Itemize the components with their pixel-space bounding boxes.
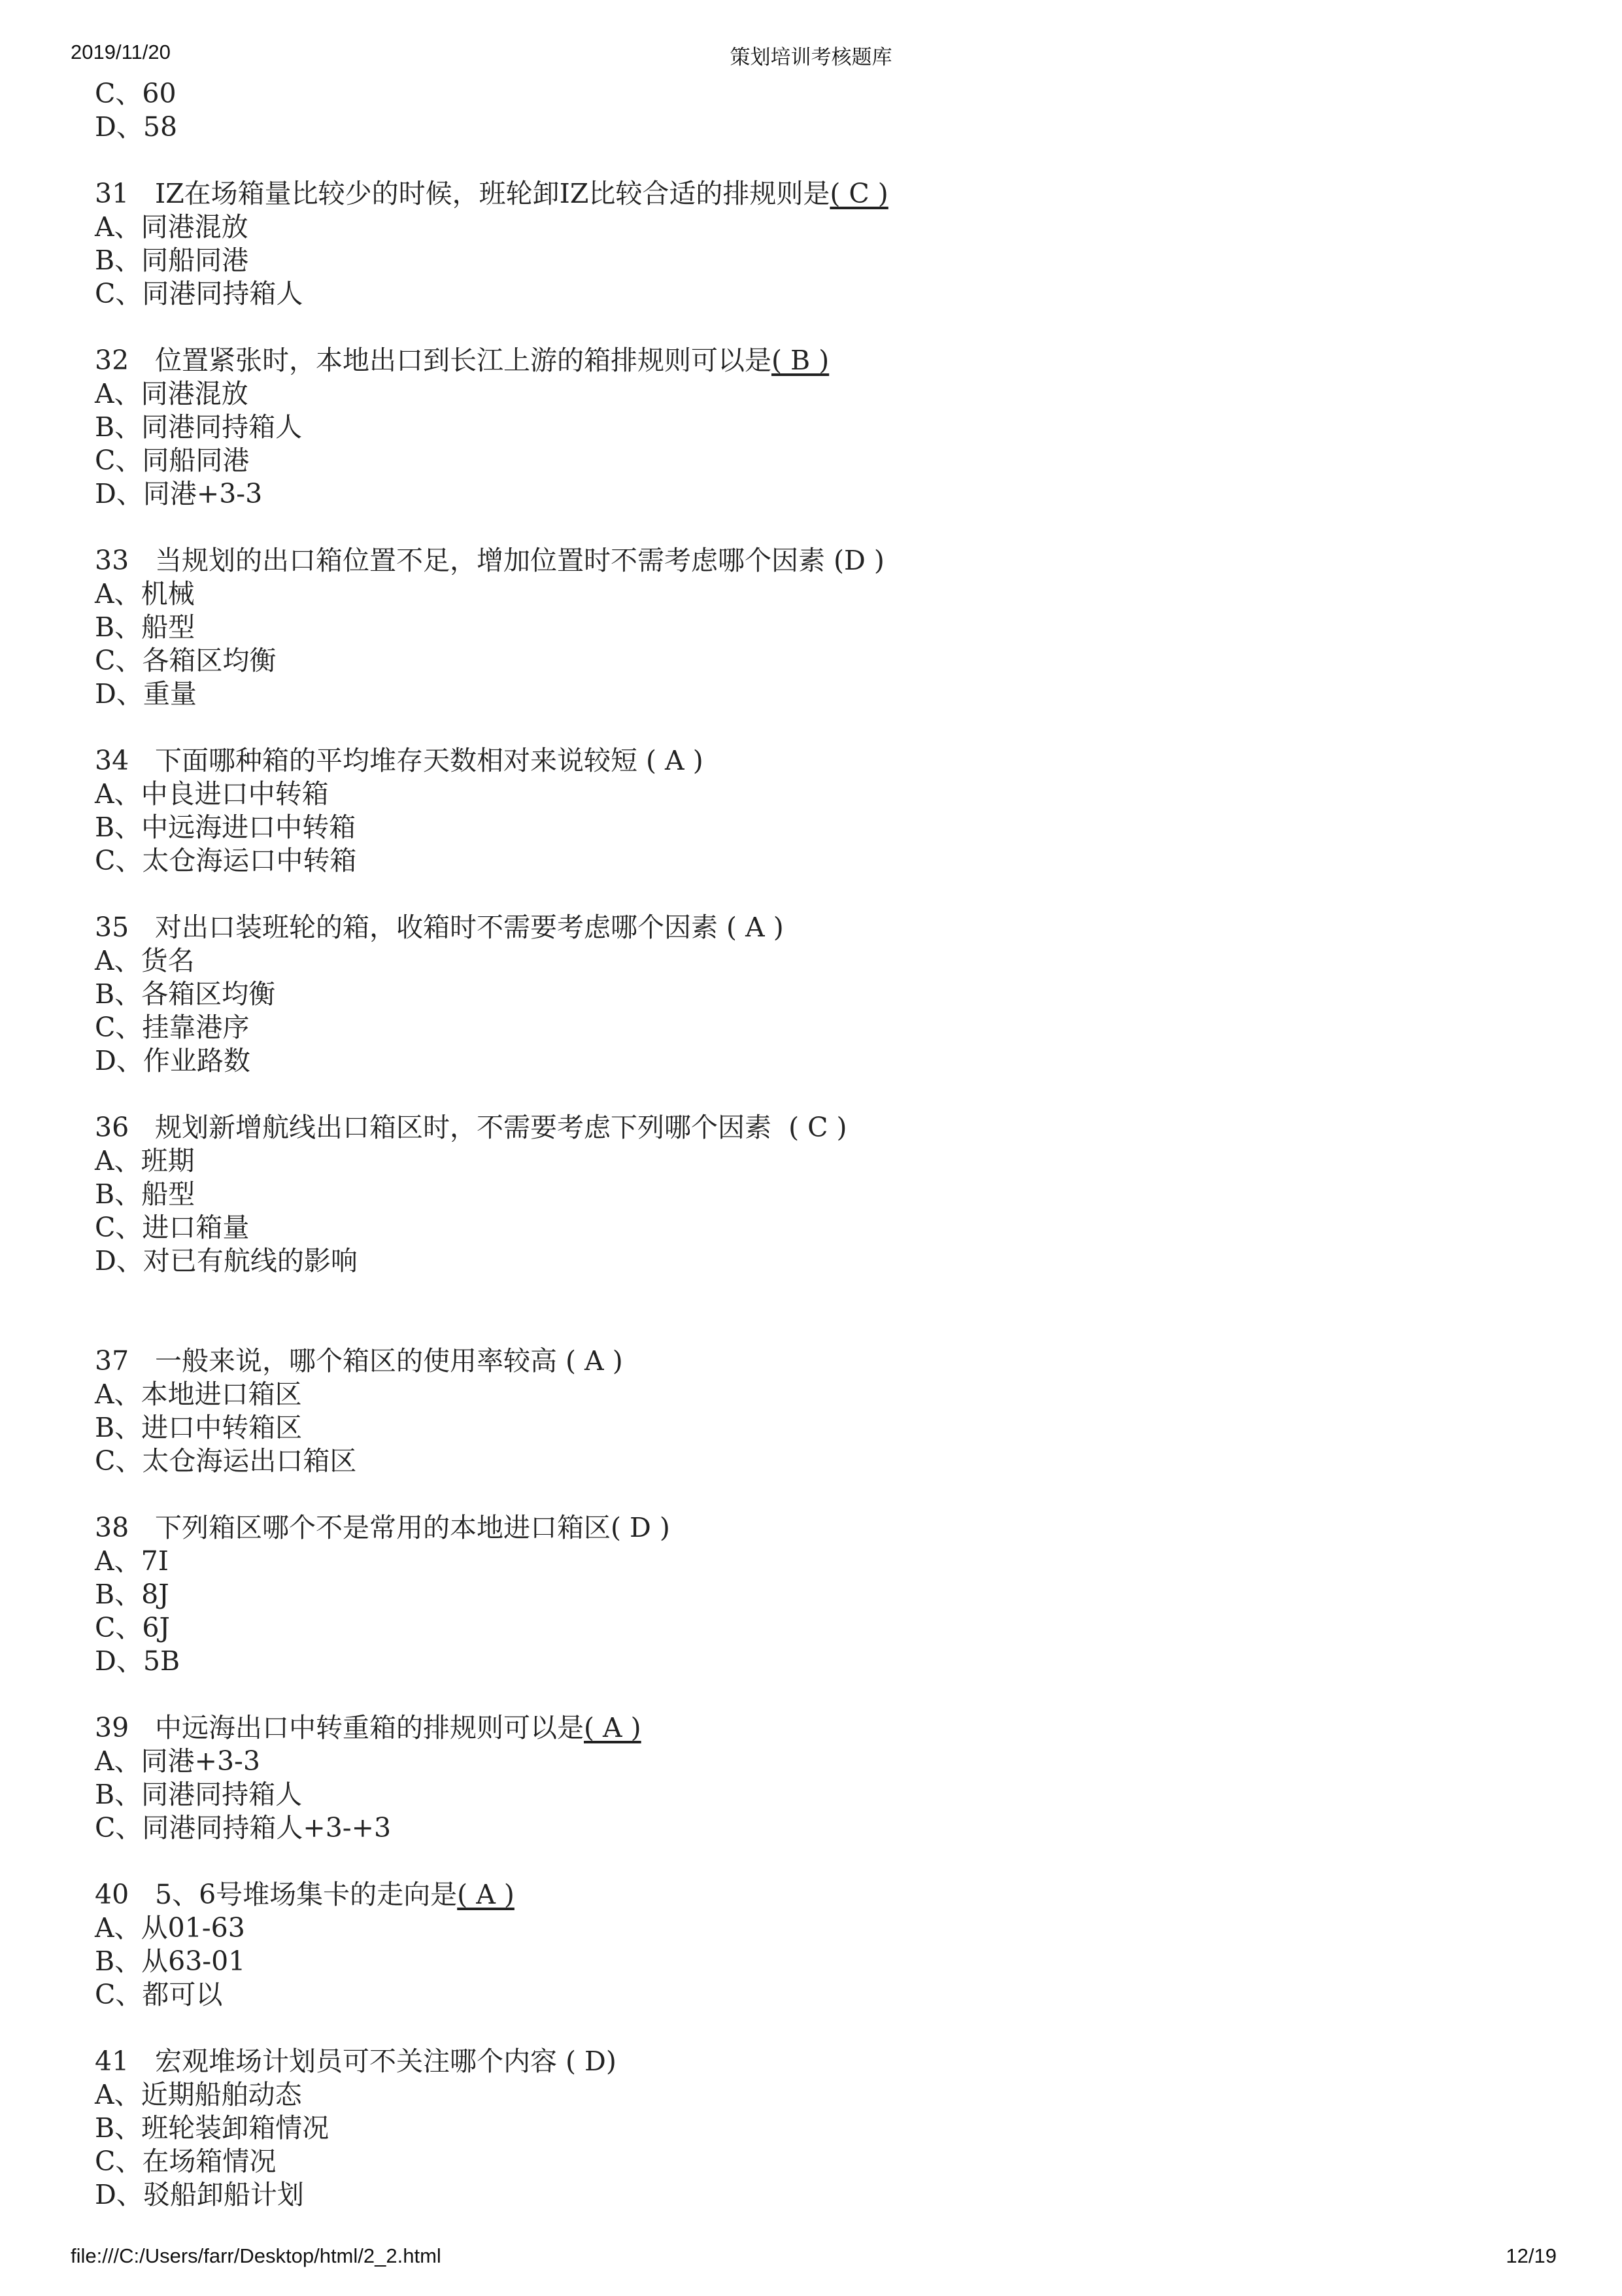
question-number: 37 [95,1345,129,1377]
option-line: C、在场箱情况 [95,2146,277,2177]
option-line: B、从63-01 [95,1945,246,1977]
option-line: C、挂靠港序 [95,1012,250,1043]
question-36 [95,1111,1533,1144]
option-line: A、7I [95,1545,169,1577]
question-text: IZ在场箱量比较少的时候，班轮卸IZ比较合适的排规则是 [155,178,830,209]
option-line: C、各箱区均衡 [95,645,277,676]
option-line: C、太仓海运出口箱区 [95,1445,357,1477]
question-text: 5、6号堆场集卡的走向是 [155,1879,458,1910]
question-gap [95,511,1533,544]
question-number: 36 [95,1112,129,1143]
question-text: 规划新增航线出口箱区时，不需要考虑下列哪个因素 [155,1112,789,1143]
question-gap [95,311,1533,344]
header-date: 2019/11/20 [71,41,171,63]
question-text: 下列箱区哪个不是常用的本地进口箱区 [155,1512,611,1543]
question-39 [95,1711,1533,1745]
question-number: 34 [95,745,129,776]
option-line: B、班轮装卸箱情况 [95,2112,329,2144]
question-number: 39 [95,1712,129,1743]
footer-url: file:///C:/Users/farr/Desktop/html/2_2.html [71,2244,441,2267]
question-number: 41 [95,2046,129,2077]
question-number: 33 [95,545,129,576]
option-line: A、本地进口箱区 [95,1379,302,1410]
option-line: A、同港混放 [95,378,248,409]
question-answer: ( C ) [830,178,888,209]
option-line: D、重量 [95,678,197,710]
question-gap [95,1478,1533,1511]
option-line: A、班期 [95,1145,195,1176]
option-line: C、都可以 [95,1979,223,2010]
option-line: B、8J [95,1579,169,1610]
question-text: 中远海出口中转重箱的排规则可以是 [155,1712,584,1743]
option-line: B、同港同持箱人 [95,411,303,443]
option-line: A、货名 [95,945,195,976]
header-title: 策划培训考核题库 [730,46,892,69]
question-35 [95,911,1533,944]
option-line: A、近期船舶动态 [95,2079,302,2110]
question-gap [95,1845,1533,1878]
question-41 [95,2045,1533,2078]
question-answer: ( A ) [584,1712,641,1743]
option-line: B、进口中转箱区 [95,1412,303,1443]
option-line: B、船型 [95,611,195,643]
option-line: C、60 [95,78,177,109]
option-line: D、驳船卸船计划 [95,2179,304,2210]
question-answer: ( A ) [566,1345,623,1377]
question-gap [95,144,1533,177]
question-number: 31 [95,178,129,209]
question-text: 对出口装班轮的箱，收箱时不需要考虑哪个因素 [155,912,727,943]
question-answer: (D ) [834,545,885,576]
question-answer: ( D ) [611,1512,670,1543]
option-line: C、进口箱量 [95,1212,250,1243]
question-answer: ( A ) [646,745,703,776]
question-text: 当规划的出口箱位置不足，增加位置时不需考虑哪个因素 [155,545,834,576]
question-number: 38 [95,1512,129,1543]
question-answer: ( A ) [457,1879,515,1910]
question-number: 32 [95,345,129,376]
question-38 [95,1511,1533,1545]
question-gap [95,711,1533,744]
option-line: A、从01-63 [95,1912,245,1944]
option-line: D、对已有航线的影响 [95,1245,358,1277]
question-40 [95,1878,1533,1911]
question-answer: ( B ) [771,345,830,376]
option-line: A、同港+3-3 [95,1745,260,1777]
question-text: 一般来说，哪个箱区的使用率较高 [155,1345,566,1377]
question-33 [95,544,1533,577]
question-list [95,77,1533,2212]
option-line: C、同港同持箱人 [95,278,303,309]
question-answer: ( A ) [726,912,784,943]
question-37 [95,1345,1533,1378]
question-gap [95,878,1533,911]
question-text: 宏观堆场计划员可不关注哪个内容 [155,2046,566,2077]
option-line: D、58 [95,111,178,143]
question-gap [95,2012,1533,2045]
question-gap [95,1078,1533,1111]
question-gap [95,1278,1533,1345]
question-answer: ( C ) [788,1112,847,1143]
question-text: 位置紧张时，本地出口到长江上游的箱排规则可以是 [155,345,771,376]
question-text: 下面哪种箱的平均堆存天数相对来说较短 [155,745,647,776]
question-32 [95,344,1533,377]
option-line: A、中良进口中转箱 [95,778,329,810]
option-line: D、作业路数 [95,1045,250,1076]
option-line: C、太仓海运口中转箱 [95,845,357,876]
question-34 [95,744,1533,778]
option-line: C、同港同持箱人+3-+3 [95,1812,392,1843]
option-line: B、船型 [95,1178,195,1210]
option-line: B、同港同持箱人 [95,1779,303,1810]
option-line: D、5B [95,1645,180,1677]
option-line: B、各箱区均衡 [95,978,276,1010]
option-line: D、同港+3-3 [95,478,263,509]
option-line: C、同船同港 [95,445,250,476]
footer-page-number: 12/19 [1506,2244,1557,2267]
option-line: C、6J [95,1612,170,1643]
option-line: A、机械 [95,578,195,609]
question-31 [95,177,1533,211]
question-number: 40 [95,1879,129,1910]
question-answer: ( D) [566,2046,617,2077]
question-number: 35 [95,912,129,943]
option-line: B、中远海进口中转箱 [95,812,356,843]
option-line: A、同港混放 [95,211,248,243]
question-gap [95,1678,1533,1711]
option-line: B、同船同港 [95,245,249,276]
